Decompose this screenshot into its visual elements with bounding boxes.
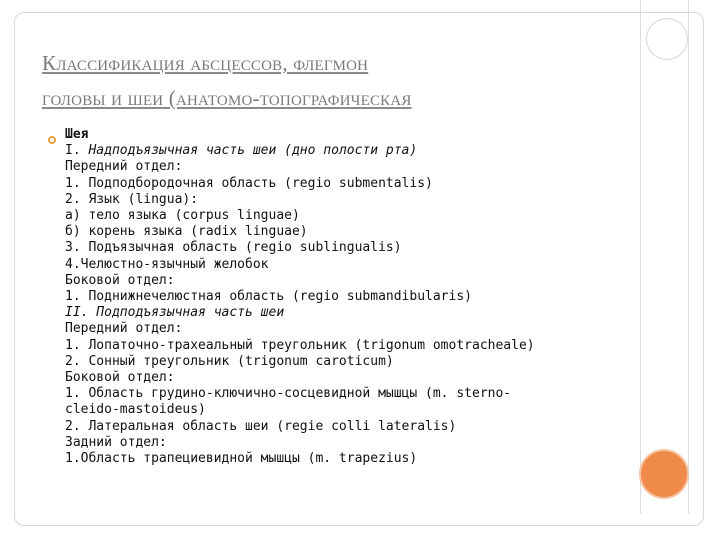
body-line: а) тело языка (corpus linguae) (65, 208, 300, 224)
body-line: 1. Подподбородочная область (regio submentalis) (65, 175, 433, 191)
body-line: 4.Челюстно-язычный желобок (65, 256, 269, 272)
body-line: 1. Лопаточно-трахеальный треугольник (trigonum omotracheale) (65, 337, 535, 353)
body-line: Передний отдел: (65, 159, 183, 175)
body-line: 3. Подъязычная область (regio sublingualis) (65, 240, 402, 256)
body-line: cleido-mastoideus) (65, 402, 206, 418)
body-line: Боковой отдел: (65, 370, 175, 386)
slide-body (65, 127, 625, 467)
decorative-circle-accent (641, 451, 687, 497)
slide-title (42, 46, 632, 116)
decorative-circle-top (646, 18, 688, 60)
body-line: 2. Сонный треугольник (trigonum caroticum) (65, 353, 394, 369)
body-line: б) корень языка (radix linguae) (65, 224, 308, 240)
body-line: Шея (65, 127, 89, 142)
body-line: II. Подподъязычная часть шеи (65, 305, 285, 321)
slide-title-line-1: Классификация абсцессов, флегмон (42, 51, 369, 75)
frame-divider-right (688, 0, 689, 514)
body-line: 1. Область грудино-ключично-сосцевидной мышцы (m. sterno- (65, 386, 512, 402)
body-line: I. Надподъязычная часть шеи (дно полости рта) (65, 143, 418, 159)
body-line: Задний отдел: (65, 434, 167, 450)
body-line: 1. Поднижнечелюстная область (regio submandibularis) (65, 289, 472, 305)
body-line: Передний отдел: (65, 321, 183, 337)
body-line: 2. Латеральная область шеи (regie colli lateralis) (65, 418, 457, 434)
body-line: 2. Язык (lingua): (65, 191, 199, 207)
frame-divider-left (640, 0, 641, 514)
slide-title-line-2: головы и шеи (анатомо-топографическая (42, 86, 412, 110)
body-line: 1.Область трапециевидной мышцы (m. trapezius) (65, 451, 418, 467)
body-line: Боковой отдел: (65, 272, 175, 288)
bullet-circle-icon (48, 136, 56, 144)
